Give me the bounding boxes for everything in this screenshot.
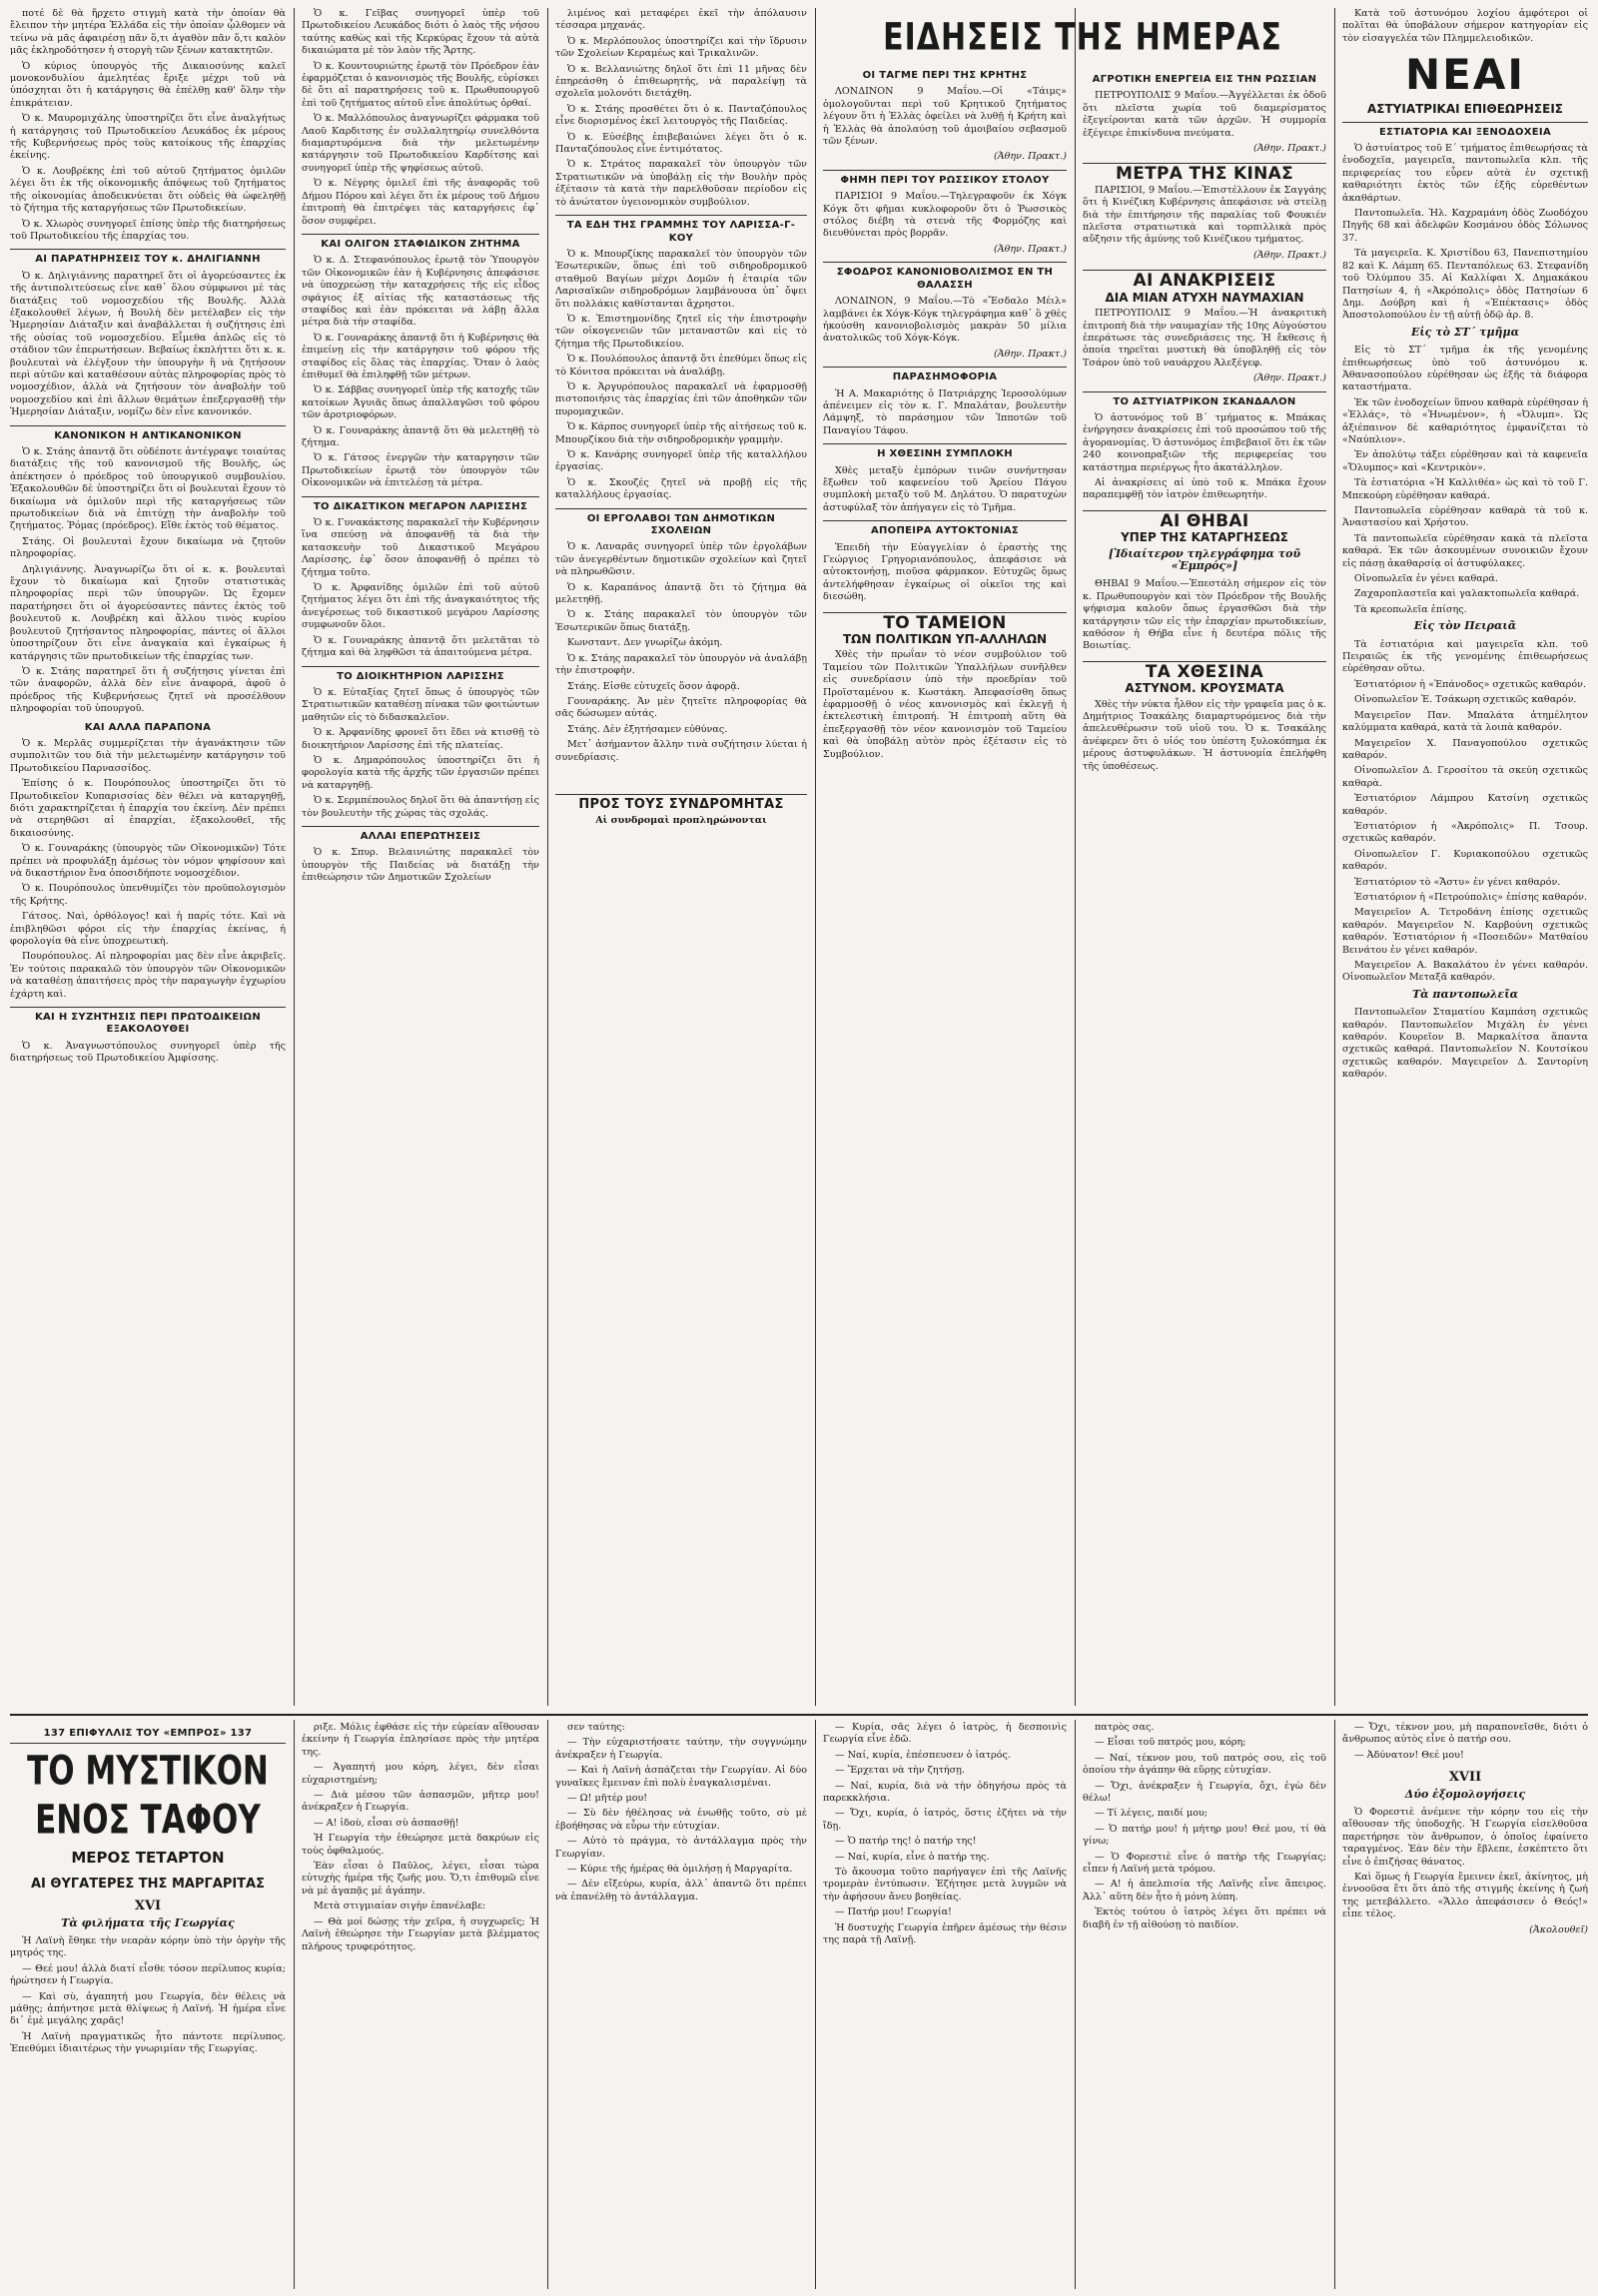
section-heading: ΚΑΙ ΟΛΙΓΟΝ ΣΤΑΦΙΔΙΚΟΝ ΖΗΤΗΜΑ	[302, 234, 539, 251]
article-paragraph: ΠΕΤΡΟΥΠΟΛΙΣ 9 Μαΐου.—Ἀγγέλλεται ἐκ ὁδοῦ ὅτι πλεῖστα χωρία τοῦ διαμερίσματος ἐξεγείρονται κατὰ τῶν ἀρχῶν. Ἡ συμμορία ἐξέγειρε ἐπικίνδυνα πνεύματα.	[1083, 90, 1326, 139]
column-rule	[1334, 8, 1335, 1706]
article-paragraph: Οἰνοπωλεῖον Ἐ. Τσάκωρη σχετικῶς καθαρόν.	[1354, 694, 1577, 706]
article-paragraph: Μαγειρεῖον Α. Τετροδάνη ἐπίσης σχετικῶς καθαρόν. Μαγειρεῖον Ν. Καρβούνη σχετικῶς καθαρόν. Ἑστιατόριον ἡ «Ποσειδῶν» Ματθαίου Βεινάτου ἐν γένει καθαρόν.	[1342, 907, 1588, 956]
serial-paragraph: — Τὴν εὐχαριστήσατε ταύτην, τὴν συγγνώμην ἀνέκραξεν ἡ Γεωργία.	[555, 1737, 807, 1761]
serial-paragraph: — Εἶσαι τοῦ πατρός μου, κόρη;	[1095, 1737, 1246, 1749]
column-5	[1083, 68, 1326, 1706]
column-1	[10, 8, 286, 1706]
section-heading: ΤΟ ΔΙΟΙΚΗΤΗΡΙΟΝ ΛΑΡΙΣΣΗΣ	[302, 666, 539, 683]
article-paragraph: Ὁ κ. Ἐπιστημονίδης ζητεῖ εἰς τὴν ἐπιστροφὴν τῶν οἰκογενειῶν τῶν μεταναστῶν καὶ εἰς τὸ ζήτημα τῆς Πρωτοδικείου.	[555, 313, 807, 350]
section-note: [Ἰδιαίτερον τηλεγράφημα τοῦ «Ἐμπρός»]	[1108, 546, 1301, 572]
article-paragraph: Ἐκ τῶν ἑνοδοχείων ὕπνου καθαρὰ εὑρέθησαν ἡ «Ἑλλάς», τὸ «Ἡνωμένον», ἡ «Ὀλυμπ». Ὡς ἀξιέπαινον δὲ καθαριότητος ἐμφανίζεται τὸ «Ναύπλιον».	[1342, 396, 1588, 445]
column-rule	[815, 1720, 816, 2289]
serial-paragraph: Ἡ Λαϊνὴ πραγματικῶς ἦτο πάντοτε περίλυπος. Ἐπεθύμει ἰδιαιτέρως τὴν γνωριμίαν τῆς Γεωργίας.	[10, 2030, 286, 2055]
article-paragraph: Ὁ κ. Σάββας συνηγορεῖ ὑπὲρ τῆς κατοχῆς τῶν κατοίκων Ἀγυιᾶς ὅπως ἀπαλλαγῶσι τοῦ φόρου τῶν ἀροτριοφόρων.	[302, 384, 539, 421]
section-divider	[10, 1714, 1588, 1716]
article-paragraph: ΛΟΝΔΙΝΟΝ 9 Μαΐου.—Οἱ «Τάιμς» ὁμολογοῦνται περὶ τοῦ Κρητικοῦ ζητήματος λέγουν ὅτι ἡ Ἑλλὰς ὀφείλει νὰ λυθῇ ἡ Κρήτη καὶ ἡ Ἑλλὰς θὰ ἀπολαύσῃ τοῦ ἀμοιβαίου σεβασμοῦ τῶν ξένων.	[823, 86, 1067, 148]
section-subheading: ΔΙΑ ΜΙΑΝ ΑΤΥΧΗ ΝΑΥΜΑΧΙΑΝ	[1105, 290, 1304, 305]
novel-part: ΜΕΡΟΣ ΤΕΤΑΡΤΟΝ	[71, 1849, 225, 1868]
serial-paragraph: — Ναί, κυρία, ἐπέσπευσεν ὁ ἰατρός.	[835, 1749, 1011, 1761]
masthead-new: ΝΕΑΙ	[1405, 50, 1525, 100]
section-subheading: ΥΠΕΡ ΤΗΣ ΚΑΤΑΡΓΗΣΕΩΣ	[1121, 530, 1288, 545]
section-heading: ΑΓΡΟΤΙΚΗ ΕΝΕΡΓΕΙΑ ΕΙΣ ΤΗΝ ΡΩΣΣΙΑΝ	[1092, 74, 1317, 85]
article-paragraph: Ἑστιατόριον ἡ «Ἐπάνοδος» σχετικῶς καθαρόν.	[1354, 678, 1587, 690]
serial-paragraph: — Θὰ μοί δώσῃς τὴν χεῖρα, ἡ συγχωρεῖς; Ἡ Λαϊνὴ ἐθεώρησε τὴν Γεωργίαν μετὰ βλέμματος πλήρους τρυφερότητος.	[302, 1915, 539, 1952]
section-heading: ΣΦΟΔΡΟΣ ΚΑΝΟΝΙΟΒΟΛΙΣΜΟΣ ΕΝ ΤΗ ΘΑΛΑΣΣΗ	[823, 262, 1067, 292]
article-paragraph: Ὁ κ. Σερμπέπουλος δηλοῖ ὅτι θὰ ἀπαντήσῃ εἰς τὸν βουλευτὴν τῆς χώρας τὰς σχολάς.	[302, 795, 539, 819]
article-paragraph: Ὁ κ. Χλωρὸς συνηγορεῖ ἐπίσης ὑπὲρ τῆς διατηρήσεως τοῦ Πρωτοδικείου τῆς ἐπαρχίας του.	[10, 218, 286, 242]
article-paragraph: Αἱ συνδρομαὶ προπληρώνονται	[595, 815, 767, 827]
section-heading: ΟΙ ΤΑΓΜΕ ΠΕΡΙ ΤΗΣ ΚΡΗΤΗΣ	[862, 70, 1028, 81]
serial-paragraph: Ἡ δυστυχὴς Γεωργία ἐπῆρεν ἀμέσως τὴν θέσιν της παρὰ τῇ Λαϊνῇ.	[823, 1921, 1067, 1946]
source-credit: (Ἀθην. Πρακτ.)	[1252, 143, 1326, 155]
article-paragraph: Ὁ κ. Καραπάνος ἀπαντᾷ ὅτι τὸ ζήτημα θὰ μελετηθῇ.	[555, 581, 807, 606]
section-heading: ΑΙ ΠΑΡΑΤΗΡΗΣΕΙΣ ΤΟΥ κ. ΔΗΛΙΓΙΑΝΝΗ	[10, 249, 286, 266]
article-paragraph: Ὁ κ. Ἀναγνωστόπουλος συνηγορεῖ ὑπὲρ τῆς διατηρήσεως τοῦ Πρωτοδικείου Ἀμφίσσης.	[10, 1040, 286, 1065]
article-paragraph: Πουρόπουλος. Αἱ πληροφορίαι μας δὲν εἶνε ἀκριβεῖς. Ἐν τούτοις παρακαλῶ τὸν ὑπουργὸν τῶν Οἰκονομικῶν νὰ καταθέσῃ ἀπαιτήσεις πρὸς τὴν παραγωγὴν ἐγχωρίου ἐχάρτη καὶ.	[10, 951, 286, 1000]
article-paragraph: Ὁ κ. Δ. Στεφανόπουλος ἐρωτᾷ τὸν Ὑπουργὸν τῶν Οἰκονομικῶν ἐὰν ἡ Κυβέρνησις ἀπεφάσισε νὰ ὑποχρεώσῃ τὴν καταχρήσεις τῆς εἰς εἶδος σφάγιος ἐξ αἰτίας τῆς καταστάσεως τῆς σταφίδος καὶ ἐὰν πρόκειται νὰ λάβῃ ἄλλα μέτρα διὰ τὴν σταφίδα.	[302, 255, 539, 329]
serial-paragraph: — Ναί, κυρία, διὰ νὰ τὴν ὁδηγήσω πρὸς τὰ παρεκκλήσια.	[823, 1780, 1067, 1805]
serial-paragraph: — Ὁ πατήρ της! ὁ πατήρ της!	[835, 1836, 977, 1848]
article-paragraph: Ὁ κ. Κανάρης συνηγορεῖ ὑπὲρ τῆς καταλλήλου ἐργασίας.	[555, 449, 807, 473]
article-paragraph: Ὁ κ. Στάης παρακαλεῖ τὸν ὑπουργὸν νὰ ἀναλάβῃ τὴν ἐπιστροφὴν.	[555, 652, 807, 677]
article-paragraph: Ὁ κ. Βελλανιώτης δηλοῖ ὅτι ἐπὶ 11 μῆνας δὲν ἐπηρεάσθη ὁ ἐπιθεωρητής, νὰ παραλείψῃ τὰ σχολεῖα μολονότι διετάχθη.	[555, 63, 807, 100]
article-paragraph: Ὁ κύριος ὑπουργὸς τῆς Δικαιοσύνης καλεῖ μονοκονδυλίου ἀμελητέας ἔριξε μέχρι τοῦ νὰ ὑπόσχηται ὅτι ἡ κατάργησις θὰ ἐπέλθῃ καθ' ὅλην τὴν ἐπικράτειαν.	[10, 60, 286, 109]
article-paragraph: ποτέ δὲ θὰ ἤρχετο στιγμὴ κατὰ τὴν ὁποίαν θὰ ἔλειπον τὴν μητέρα Ἑλλάδα εἰς τὴν ὁποίαν ᾧλθομεν νὰ τείνω νὰ μᾶς ἀφαιρέσῃ πᾶν ὅ,τι ἀγαθὸν πᾶν ὅ,τι καλὸν μᾶς ἐκληροδότησεν ἡ στοργὴ τῶν ξένων κατακτητῶν.	[10, 8, 286, 57]
section-heading: ΑΠΟΠΕΙΡΑ ΑΥΤΟΚΤΟΝΙΑΣ	[823, 520, 1067, 537]
article-paragraph: Ὁ κ. Μαλλόπουλος ἀναγνωρίζει φάρμακα τοῦ Λαοῦ Καρδιτσης ἐν συλλαλητηρίῳ συνελθόντα διαμαρτυρόμενα διὰ τὴν μελετωμένην κατάργησιν τοῦ Πρωτοδικείου Καρδίτσης καὶ συνηγορεῖ ὑπὲρ τῆς ψηφίσεως αὐτοῦ.	[302, 113, 539, 174]
article-paragraph: Ἑστιατόριον Λάμπρου Κατσίνη σχετικῶς καθαρόν.	[1342, 793, 1588, 817]
article-paragraph: Ὁ κ. Εὐσέβης ἐπιβεβαιώνει λέγει ὅτι ὁ κ. Πανταζόπουλος εἶνε ἐντιμότατος.	[555, 131, 807, 156]
article-paragraph: Ὁ κ. Ἀρφανίδης ὁμιλῶν ἐπὶ τοῦ αὐτοῦ ζητήματος λέγει ὅτι ἐπὶ τῆς ἀναγκαιότητος τῆς ἀνεγέρσεως τοῦ δικαστικοῦ μεγάρου Λαρίσσης συμφωνοῦν ὅλοι.	[302, 582, 539, 631]
article-paragraph: Στάης. Δὲν ἐξητήσαμεν εὐθύνας.	[567, 723, 728, 735]
article-paragraph: Ὁ κ. Γουναράκης ἀπαντᾷ ὅτι μελετᾶται τὸ ζήτημα καὶ θὰ ληφθῶσι τὰ ἀπαιτούμενα μέτρα.	[302, 634, 539, 659]
serial-paragraph: Τὸ ἄκουσμα τοῦτο παρήγαγεν ἐπὶ τῆς Λαϊνῆς τρομερὰν ἐντύπωσιν. Ἐζήτησε μετὰ λυγμῶν νὰ τὴν ἀφήσουν ἄνευ βοηθείας.	[823, 1867, 1067, 1903]
serial-paragraph: — Α! ἰδοὺ, εἶσαι σὺ ἀσπασθῇ!	[314, 1817, 459, 1829]
article-paragraph: ΘΗΒΑΙ 9 Μαΐου.—Ἐπεστάλη σήμερον εἰς τὸν κ. Πρωθυπουργὸν καὶ τὸν Πρόεδρον τῆς Βουλῆς ψήφισμα καλοῦν ὅπως ἐργασθῶσι διὰ τὴν κατάργησιν τῶν εἰς τὴν ἐπαρχίαν πρωτοδικείων, καθόσον ἡ Θήβα εἶνε ἡ δευτέρα πόλις τῆς Βοιωτίας.	[1083, 578, 1326, 652]
column-rule	[1334, 1720, 1335, 2289]
section-subheading: ΑΣΤΥΝΟΜ. ΚΡΟΥΣΜΑΤΑ	[1125, 681, 1284, 696]
column-rule	[1075, 8, 1076, 1706]
article-paragraph: Τὰ μαγειρεῖα. Κ. Χριστίδου 63, Πανεπιστημίου 82 καὶ Κ. Λάμπη 65. Πενταπόλεως 63. Στεφανίδη τοῦ Ὀλύμπου 35. Αἱ Καλλίφαι Χ. Δημακάκου Πατησίων 4, ἡ «Ἀκρόπολις» ὁδὸς Πατησίων 6 Δημ. Δούβρη καὶ ἡ «Ἐπέκτασις» ὁδὸς Ἀποστολοπούλου ἐν τῇ αὐτῇ ὁδῷ ἀρ. 8.	[1342, 248, 1588, 322]
serial-column-3	[555, 1722, 807, 2289]
article-paragraph: Ὁ κ. Στάης παρατηρεῖ ὅτι ἡ συζήτησις γίνεται ἐπὶ τῶν ἀναφορῶν, ἀλλὰ δὲν εἶνε ἀναφορά, ἀφοῦ ὁ πρόεδρος τῆς Κυβερνήσεως ζητεῖ νὰ προσέλθουν πληροφορίαι τοῦ ὑπουργοῦ.	[10, 665, 286, 715]
section-heading: ΜΕΤΡΑ ΤΗΣ ΚΙΝΑΣ	[1083, 163, 1326, 180]
chapter-number: XVII	[1448, 1770, 1482, 1786]
newspaper-page	[10, 0, 1588, 2296]
section-heading: ΑΛΛΑΙ ΕΠΕΡΩΤΗΣΕΙΣ	[302, 826, 539, 843]
section-heading: ΤΟ ΑΣΤΥΙΑΤΡΙΚΟΝ ΣΚΑΝΔΑΛΟΝ	[1083, 391, 1326, 408]
article-paragraph: Ὁ κ. Γάτσος ἐνεργῶν τὴν καταργησιν τῶν Πρωτοδικείων ἐρωτᾷ τὸν ὑπουργὸν τῶν Οἰκονομικῶν νὰ ἐπιτελέσῃ τὰ μέτρα.	[302, 452, 539, 489]
article-paragraph: ΠΑΡΙΣΙΟΙ, 9 Μαΐου.—Ἐπιστέλλουν ἐκ Σαγγάης ὅτι ἡ Κινέζικη Κυβέρνησις ἀπεφάσισε νὰ στείλῃ διὰ τὴν ἐπιτήρησιν τῆς παραλίας τοῦ Φουκιέν πλεῖστα στρατιωτικὰ καὶ τορπιλλικὰ πρὸς αὔξησιν τῆς ἀμύνης τοῦ Κινέζικου τμήματος.	[1083, 184, 1326, 246]
article-paragraph: Χθὲς τὴν νύκτα ἦλθον εἰς τὴν γραφεῖα μας ὁ κ. Δημήτριος Τσακάλης διαμαρτυρόμενος διὰ τὴν ἀπελευθέρωσιν τοῦ υἱοῦ του. Ὁ κ. Τσακάλης ἀνέφερεν ὅτι ὁ υἱός του ὑπέστη ξυλοκόπημα ἐκ μέρους ἀστυφυλάκων. Ἡ ἀστυνομία ἐπελήφθη τῆς ὑποθέσεως.	[1083, 698, 1326, 772]
article-paragraph: Ὁ κ. Μαυρομιχάλης ὑποστηρίζει ὅτι εἶνε ἀναλγήτως ἡ κατάργησις τοῦ Πρωτοδικείου Λευκάδος ἐκ μέρους τῆς Κυβερνήσεως πρὸς τοὺς κατοίκους τῆς ἐπαρχίας ἐκείνης.	[10, 113, 286, 162]
novel-title: ΤΟ ΜΥΣΤΙΚΟΝ ΕΝΟΣ ΤΑΦΟΥ	[27, 1748, 269, 1845]
serial-paragraph: Καὶ ὅμως ἡ Γεωργία ἔμεινεν ἐκεῖ, ἀκίνητος, μὴ ἐννοοῦσα ἔτι ὅτι ἀπὸ τῆς στιγμῆς ἐκείνης ἡ ζωή της μετεβάλλετο. «Ἄλλο ἀπεφάσισεν ὁ Θεός!» εἶπε τέλος.	[1342, 1872, 1588, 1920]
serial-paragraph: Ἐὰν εἶσαι ὁ Παῦλος, λέγει, εἶσαι τώρα εὐτυχὴς ἡμέρα τῆς ζωῆς μου. Ὅ,τι ἐπιθυμῶ εἶνε νὰ μὲ ἀγαπᾷς μὲ ἀγάπην.	[302, 1861, 539, 1897]
serial-number-strip: 137 ΕΠΙΦΥΛΛΙΣ ΤΟΥ «ΕΜΠΡΟΣ» 137	[10, 1728, 286, 1744]
serial-paragraph: — Ἀγαπητή μου κόρη, λέγει, δὲν εἶσαι εὐχαριστημένη;	[302, 1762, 539, 1786]
article-paragraph: Ὁ κ. Δημαρόπουλος ὑποστηρίζει ὅτι ἡ φορολογία κατὰ τῆς ἀρχῆς τῶν ἐργασιῶν πρέπει νὰ καταργηθῇ.	[302, 754, 539, 791]
article-paragraph: Στάης. Οἱ βουλευταὶ ἔχουν δικαίωμα νὰ ζητοῦν πληροφορίας.	[10, 535, 286, 560]
source-credit: (Ἀθην. Πρακτ.)	[993, 151, 1067, 163]
serial-paragraph: — Αὐτὸ τὸ πράγμα, τὸ ἀντάλλαγμα πρὸς τὴν Γεωργίαν.	[555, 1836, 807, 1860]
article-paragraph: Οἰνοπωλεῖα ἐν γένει καθαρά.	[1354, 573, 1498, 585]
article-paragraph: Ζαχαροπλαστεῖα καὶ γαλακτοπωλεῖα καθαρά.	[1354, 588, 1580, 600]
serial-paragraph: — Κύριε τῆς ἡμέρας θὰ ὁμιλήσῃ ἡ Μαργαρίτα.	[567, 1864, 793, 1876]
article-paragraph: Τὰ ἑστιατόρια καὶ μαγειρεῖα κλπ. τοῦ Πειραιῶς ἐκ τῆς γενομένης ἐπιθεωρήσεως εὑρέθησαν οὕτω.	[1342, 638, 1588, 675]
serial-paragraph: — Τί λέγεις, παιδί μου;	[1095, 1808, 1208, 1820]
section-heading: ΤΟ ΔΙΚΑΣΤΙΚΟΝ ΜΕΓΑΡΟΝ ΛΑΡΙΣΣΗΣ	[302, 496, 539, 513]
article-paragraph: Ὁ κ. Στάης παρακαλεῖ τὸν ὑπουργὸν τῶν Ἐσωτερικῶν ὅπως διατάξῃ.	[555, 609, 807, 633]
article-paragraph: Δηλιγιάννης. Ἀναγνωρίζω ὅτι οἱ κ. κ. βουλευταὶ ἔχουν τὸ δικαίωμα καὶ ζητοῦν στατιστικὰς πληροφορίας περὶ τῶν ὑπουργῶν. Ὡς ἔχομεν παρατήρησει ὅτι οἱ ἀγορεύσαντες πάντες ἐκτὸς τοῦ βουλευτοῦ κ. Λουβρέκη καὶ ἄλλου τινὸς κυρίου βουλευτοῦ ζητήσαντος πληροφορίας, πάντες οἱ ἄλλοι ὑποστηρίζουν ὅτι εἶνε ἀναγκαία καὶ ἐγκαίρως ἡ κατάργησις τῶν πρωτοδικείων τῆς ἐπαρχίας των.	[10, 563, 286, 662]
source-credit: (Ἀθην. Πρακτ.)	[993, 243, 1067, 255]
article-paragraph: Ἑστιατόριον τὸ «Ἄστυ» ἐν γένει καθαρόν.	[1354, 876, 1561, 888]
article-paragraph: Ὁ κ. Στάης ἀπαντᾷ ὅτι οὐδέποτε ἀντέγραψε τοιαύτας διατάξεις τῆς τοῦ κανονισμοῦ τῆς Βουλῆς, ὡς ἀπέκτησεν ὁ πρόεδρος τοῦ ὑπουργικοῦ συμβουλίου. Ἐξακολουθῶν δὲ ὑποστηρίζει ὅτι οἱ βουλευταὶ ἔχουν τὸ δικαίωμα νὰ ὁμιλοῦν περὶ τῆς καταργήσεως τῶν πρωτοδικείων διὰ νὰ ἐπιτύχῃ τὴν ἀναβολὴν τοῦ ζητήματος. Ῥόμας (πρόεδρος). Εἴθε ἐκτὸς τοῦ θέματος.	[10, 446, 286, 532]
article-paragraph: Ὁ κ. Εὐταξίας ζητεῖ ὅπως ὁ ὑπουργὸς τῶν Στρατιωτικῶν καταθέσῃ πίνακα τῶν φοιτώντων μαθητῶν εἰς τὸ διδασκαλεῖον.	[302, 686, 539, 723]
section-heading: ΤΟ ΤΑΜΕΙΟΝ	[823, 612, 1067, 629]
section-heading: ΕΣΤΙΑΤΟΡΙΑ ΚΑΙ ΞΕΝΟΔΟΧΕΙΑ	[1342, 122, 1588, 139]
article-paragraph: Ὁ κ. Νέγρης ὁμιλεῖ ἐπὶ τῆς ἀναφορᾶς τοῦ Δήμου Πόρου καὶ λέγει ὅτι ἐκ μέρους τοῦ Δήμου ἐπιτροπὴ θὰ ἐπιτρέψει τὰς καταργήσεις ἐφ᾽ ὅσον συμφέρει.	[302, 178, 539, 227]
source-credit: (Ἀθην. Πρακτ.)	[1252, 249, 1326, 261]
article-paragraph: Ὁ κ. Ἀρφανίδης φρονεῖ ὅτι ἔδει νὰ κτισθῇ τὸ διοικητήριον Λαρίσσης ἐπὶ τῆς πλατείας.	[302, 727, 539, 751]
continued-note: (Ἀκολουθεῖ)	[1529, 1923, 1588, 1935]
article-paragraph: Ὁ κ. Στάης προσθέτει ὅτι ὁ κ. Πανταζόπουλος εἶνε διορισμένος ἐκεῖ λειτουργὸς τῆς Παιδείας.	[555, 103, 807, 128]
serial-paragraph: — Καὶ σὺ, ἀγαπητή μου Γεωργία, δὲν θέλεις νὰ μάθῃς; ἀπήντησε μετὰ θλίψεως ἡ Λαϊνή. Ἡ ἡμέρα εἶνε δι᾽ ἐμὲ μεγάλης χαρᾶς!	[10, 1990, 286, 2027]
section-heading: ΚΑΙ Η ΣΥΖΗΤΗΣΙΣ ΠΕΡΙ ΠΡΩΤΟΔΙΚΕΙΩΝ ΕΞΑΚΟΛΟΥΘΕΙ	[10, 1007, 286, 1037]
article-paragraph: Ἐπίσης ὁ κ. Πουρόπουλος ὑποστηρίζει ὅτι τὸ Πρωτοδικεῖον Κυπαρισσίας δὲν θέλει νὰ καταργηθῇ, διότι χαρακτηρίζεται ἡ ἐπαρχία του ἐκείνη. Δὲν πρέπει νὰ στερηθῶσι αἱ ἐπαρχίαι, ἐξακολουθεῖ, τῆς δικαιοσύνης.	[10, 778, 286, 839]
article-paragraph: Ὁ κ. Γουναράκης ἀπαντᾷ ὅτι ἡ Κυβέρνησις θὰ ἐπιμείνῃ εἰς τὴν κατάργησιν τοῦ φόρου τῆς σταφίδος εἰς ὅλας τὰς ἐπαρχίας. Ὅταν ὁ λαὸς ἐπιθυμεῖ θὰ ἐπιληφθῇ τῶν μέτρων.	[302, 332, 539, 381]
article-paragraph: Εἰς τὸ ΣΤ΄ τμῆμα ἐκ τῆς γενομένης ἐπιθεωρήσεως ὑπὸ τοῦ ἀστυνόμου κ. Ἀθανασοπούλου εὑρέθησαν ὡς ἑξῆς τὰ διάφορα καταστήματα.	[1342, 345, 1588, 393]
column-rule	[294, 1720, 295, 2289]
serial-paragraph: — Θεέ μου! ἀλλὰ διατί εἶσθε τόσον περίλυπος κυρία; ἠρώτησεν ἡ Γεωργία.	[10, 1962, 286, 1987]
article-paragraph: Τὰ κρεοπωλεῖα ἐπίσης.	[1354, 603, 1467, 615]
serial-paragraph: — Ναί, κυρία, εἶνε ὁ πατήρ της.	[835, 1851, 990, 1863]
article-paragraph: Ὁ κ. Σκουζές ζητεῖ νὰ προβῇ εἰς τῆς καταλλήλους ἐργασίας.	[555, 476, 807, 501]
article-paragraph: Παντοπωλεῖα. Ἠλ. Καχραμάνη ὁδὸς Ζωοδόχου Πηγῆς 68 καὶ ἀδελφῶν Κοσμάνου ὁδὸς Σόλωνος 37.	[1342, 208, 1588, 244]
article-paragraph: ΠΕΤΡΟΥΠΟΛΙΣ 9 Μαΐου.—Ἡ ἀνακριτικὴ ἐπιτροπὴ διὰ τὴν ναυμαχίαν τῆς 10ης Αὐγούστου ἐπεράτωσε τὰς συνεδριάσεις της. Ἡ ἔκθεσις ἡ ὁποία τηρεῖται μυστικὴ θὰ ὑποβληθῇ εἰς τὸν Τσάρον ὑπὸ τοῦ ναυάρχου Ἀλεξέγεφ.	[1083, 308, 1326, 369]
section-heading: ΦΗΜΗ ΠΕΡΙ ΤΟΥ ΡΩΣΣΙΚΟΥ ΣΤΟΛΟΥ	[823, 170, 1067, 187]
serial-paragraph: Μετὰ στιγμιαίαν σιγὴν ἐπανέλαβε:	[314, 1901, 486, 1913]
article-paragraph: Ἑστιατόριον ἡ «Πετρούπολις» ἐπίσης καθαρόν.	[1354, 891, 1588, 903]
article-paragraph: Ὁ κ. Κουντουριώτης ἐρωτᾷ τὸν Πρόεδρον ἐὰν ἐφαρμόζεται ὁ κανονισμὸς τῆς Βουλῆς, εὑρίσκει δὲ ὅτι αἱ παρατηρήσεις τοῦ κ. Πρωθυπουργοῦ ἐπὶ τοῦ ζητήματος αὐτοῦ εἶνε ἀπολύτως ὀρθαί.	[302, 60, 539, 109]
serial-paragraph: — Δὲν εἴξεύρω, κυρία, ἀλλ᾽ ἀπαντῶ ὅτι πρέπει νὰ ἐπανέλθῃ τὸ ἀντάλλαγμα.	[555, 1879, 807, 1903]
serial-column-2	[302, 1722, 539, 2289]
serial-paragraph: Ἐκτὸς τούτου ὁ ἰατρὸς λέγει ὅτι πρέπει νὰ διαβῆ ἐν τῇ αἰθούσῃ τὸ παιδίον.	[1083, 1907, 1326, 1930]
column-rule	[547, 8, 548, 1706]
section-heading: Εἰς τὸν Πειραιᾶ	[1413, 619, 1517, 633]
section-heading: ΑΙ ΘΗΒΑΙ	[1083, 510, 1326, 527]
serial-paragraph: — Ὁ πατήρ μου! ἡ μήτηρ μου! Θεέ μου, τί θὰ γίνω;	[1083, 1823, 1326, 1848]
source-credit: (Ἀθην. Πρακτ.)	[993, 348, 1067, 360]
section-subheading: ΑΣΤΥΙΑΤΡΙΚΑΙ ΕΠΙΘΕΩΡΗΣΕΙΣ	[1367, 102, 1563, 117]
serial-paragraph: σεν ταύτης:	[567, 1722, 625, 1733]
serial-paragraph: — Κυρία, σᾶς λέγει ὁ ἰατρὸς, ἡ δεσποινὶς Γεωργία εἶνε ἐδῶ.	[823, 1722, 1067, 1746]
serial-paragraph: Ἡ Γεωργία τὴν ἐθεώρησε μετὰ δακρύων εἰς τοὺς ὀφθαλμούς.	[302, 1833, 539, 1857]
article-paragraph: Τὰ ἑστιατόρια «Ἡ Καλλιθέα» ὡς καὶ τὸ τοῦ Γ. Μπεκούρη εὑρέθησαν καθαρά.	[1342, 477, 1588, 501]
section-heading: ΤΑ ΧΘΕΣΙΝΑ	[1083, 661, 1326, 678]
article-paragraph: Ὁ κ. Πουρόπουλος ὑπενθυμίζει τὸν προϋπολογισμὸν τῆς Κρήτης.	[10, 883, 286, 907]
column-rule	[294, 8, 295, 1706]
article-paragraph: ΠΑΡΙΣΙΟΙ 9 Μαΐου.—Τηλεγραφοῦν ἐκ Χόγκ Κόγκ ὅτι φῆμαι κυκλοφοροῦν ὅτι ὁ Ῥωσσικὸς στόλος διέβη τὰ στενὰ τῆς Φορμόζης καὶ διευθύνεται πρὸς βορρᾶν.	[823, 191, 1067, 240]
section-heading: ΠΑΡΑΣΗΜΟΦΟΡΙΑ	[823, 367, 1067, 383]
chapter-title: Δύο ἐξομολογήσεις	[1404, 1787, 1526, 1801]
serial-paragraph: — Ὄχι, ἀνέκραξεν ἡ Γεωργία, ὄχι, ἐγὼ δὲν θέλω!	[1083, 1780, 1326, 1805]
article-paragraph: Κατὰ τοῦ ἀστυνόμου λοχίου ἀμφότεροι οἱ πολῖται θὰ ὑποβάλουν σήμερον κατηγορίαν εἰς τὸν εἰσαγγελέα τῶν Πλημμελειοδικῶν.	[1342, 8, 1588, 44]
article-paragraph: λιμένος καὶ μεταφέρει ἐκεῖ τὴν ἀπόλαυσιν τέσσαρα μηχανάς.	[555, 8, 807, 32]
serial-paragraph: ριξε. Μόλις ἐφθάσε εἰς τὴν εὐρείαν αἴθουσαν ἐκείνην ἡ Γεωργία ἐπλησίασε πρὸς τὴν μητέρα της.	[302, 1722, 539, 1758]
novel-subtitle: ΑΙ ΘΥΓΑΤΕΡΕΣ ΤΗΣ ΜΑΡΓΑΡΙΤΑΣ	[31, 1876, 265, 1892]
section-subheading: ΤΩΝ ΠΟΛΙΤΙΚΩΝ ΥΠ-ΑΛΛΗΛΩΝ	[842, 632, 1048, 647]
article-paragraph: Ὁ κ. Γουναράκης ἀπαντᾷ ὅτι θὰ μελετηθῇ τὸ ζήτημα.	[302, 424, 539, 448]
article-paragraph: Ὁ κ. Γεῖβας συνηγορεῖ ὑπὲρ τοῦ Πρωτοδικείου Λευκάδος διότι ὁ λαὸς τῆς νήσου ταύτης καθὼς καὶ τῆς Κερκύρας ἔχουν τὰ αὐτὰ δικαιώματα μὲ τὸν λαὸν τῆς Ἄρτης.	[302, 8, 539, 57]
article-paragraph: Αἱ ἀνακρίσεις αἱ ὑπὸ τοῦ κ. Μπάκα ἔχουν παραπεμφθῇ τὸν ἰατρὸν ἐπιθεωρητὴν.	[1083, 476, 1326, 501]
section-heading: ΟΙ ΕΡΓΟΛΑΒΟΙ ΤΩΝ ΔΗΜΟΤΙΚΩΝ ΣΧΟΛΕΙΩΝ	[555, 508, 807, 538]
article-paragraph: Ὁ ἀστυίατρος τοῦ Ε΄ τμήματος ἐπιθεωρήσας τὰ ἑνοδοχεῖα, μαγειρεῖα, παντοπωλεῖα κλπ. τῆς περιφερείας του εὗρεν αὐτὰ ἐν σχετικῇ καθαριότητι ἐκτὸς τῶν ἑξῆς εὑρεθέντων ἀκαθάρτων.	[1342, 143, 1588, 204]
article-paragraph: Μετ᾽ ἀσήμαντον ἄλλην τινὰ συζήτησιν λύεται ἡ συνεδρίασις.	[555, 739, 807, 763]
column-3	[555, 8, 807, 1706]
article-paragraph: Οἰνοπωλεῖον Γ. Κυριακοπούλου σχετικῶς καθαρόν.	[1342, 848, 1588, 873]
article-paragraph: Ὁ κ. Γουναράκης (ὑπουργὸς τῶν Οἰκονομικῶν) Τότε πρέπει νὰ προφυλάξῃ ἀμέσως τὸν νόμον ψηφίσουν καὶ νὰ δικαστήριον ἔνα ὁποσιδήποτε νομοσχέδιον.	[10, 843, 286, 879]
article-paragraph: Ἡ Α. Μακαριότης ὁ Πατριάρχης Ἱεροσολύμων ἀπένειμεν εἰς τὸν κ. Γ. Μπαλάταν, βουλευτὴν Λάμψηξ, τὸ παράσημον τῶν Ἱπποτῶν τοῦ Παναγίου Τάφου.	[823, 387, 1067, 436]
source-credit: (Ἀθην. Πρακτ.)	[1252, 373, 1326, 384]
section-heading: Τὰ παντοπωλεῖα	[1411, 987, 1519, 1001]
serial-column-1	[10, 1722, 286, 2289]
article-paragraph: Οἰνοπωλεῖον Δ. Γεροσίτου τὰ σκεύη σχετικῶς καθαρὰ.	[1342, 765, 1588, 789]
article-paragraph: Χθὲς τὴν πρωΐαν τὸ νέον συμβούλιον τοῦ Ταμείου τῶν Πολιτικῶν Ὑπαλλήλων συνῆλθεν εἰς συνεδρίασιν ὑπὸ τὴν προεδρίαν τοῦ Προϊσταμένου κ. Κωστάκη. Ἀπεφασίσθη ὅπως ἐφαρμοσθῇ ὁ νέος κανονισμὸς καὶ ἐκλεγῇ ἡ ἐκτελεστικὴ ἐπιτροπή. Ἡ ἐπιτροπὴ αὕτη θὰ ἐπεξεργασθῇ τὸν νέον κανονισμὸν τοῦ Ταμείου καὶ θὰ ὑποβάλῃ αὐτὸν πρὸς ἐξέτασιν εἰς τὸ Συμβούλιον.	[823, 649, 1067, 760]
section-heading: Εἰς τὸ ΣΤ΄ τμῆμα	[1410, 325, 1520, 339]
article-paragraph: Ὁ ἀστυνόμος τοῦ Β΄ τμήματος κ. Μπάκας ἐνήργησεν ἀνακρίσεις ἐπὶ τοῦ προσώπου τοῦ τῆς ἀγορανομίας. Ὁ ἀστυνόμος ἐπιβεβαιοῖ ὅτι ἐκ τῶν 240 κοινοπραξιῶν τῆς περιφερείας του κατάστημα περιέργως ἦτο ἀκατάλληλον.	[1083, 411, 1326, 473]
serial-paragraph: — Ἀδύνατον! Θεέ μου!	[1354, 1749, 1464, 1761]
article-paragraph: Στάης. Εἰσθε εὐτυχεῖς ὅσον ἀφορᾷ.	[567, 680, 740, 692]
article-paragraph: Ὁ κ. Μερλᾶς συμμερίζεται τὴν ἀγανάκτησιν τῶν συμπολιτῶν του διὰ τὴν μελετωμένην κατάργησιν τοῦ Πρωτοδικείου Παρνασσίδος.	[10, 737, 286, 774]
serial-column-5	[1083, 1722, 1326, 2289]
article-paragraph: Τὰ παντοπωλεῖα εὑρέθησαν κακὰ τὰ πλεῖστα καθαρά. Ἐκ τῶν ἀσκουμένων συνοικιῶν ἔχουν εἰς πάσῃ ἀκαθαρσίᾳ οἱ ἀστυφύλακες.	[1342, 532, 1588, 569]
serial-paragraph: Ἡ Λαϊνὴ ἔθηκε τὴν νεαρὰν κόρην ὑπὸ τὴν ὀργὴν τῆς μητρός της.	[10, 1935, 286, 1959]
serial-paragraph: — Ὄχι, τέκνον μου, μὴ παραπονεῖσθε, διότι ὁ ἄνθρωπος αὐτὸς εἶνε ὁ πατήρ σου.	[1342, 1722, 1588, 1746]
section-heading: ΚΑΝΟΝΙΚΟΝ Η ΑΝΤΙΚΑΝΟΝΙΚΟΝ	[10, 425, 286, 442]
article-paragraph: Γάτσος. Ναὶ, ὀρθόλογος! καὶ ἡ παρίς τότε. Καὶ νὰ ἐπιβληθῶσι φόροι εἰς τὴν ἐπαρχίας ἐκείνας, ἡ φορολογία θὰ εἶνε ὑποχρεωτικὴ.	[10, 911, 286, 948]
column-2	[302, 8, 539, 1706]
article-paragraph: Ὁ κ. Ἀργυρόπουλος παρακαλεῖ νὰ ἐφαρμοσθῇ πιστοποιήσις τὰς ἐπαρχίας ἐπὶ τῶν ἀποθηκῶν τῶν πυρομαχικῶν.	[555, 381, 807, 417]
article-paragraph: Ἐν ἀπολύτῳ τάξει εὑρέθησαν καὶ τὰ καφενεῖα «Ὄλυμπος» καὶ «Κεντρικὸν».	[1342, 449, 1588, 473]
article-paragraph: Ὁ κ. Στράτος παρακαλεῖ τὸν ὑπουργὸν τῶν Στρατιωτικῶν νὰ ὑποβάλῃ εἰς τὴν Βουλὴν πρὸς ἐξέτασιν τὰ κατὰ τὴν παρελθοῦσαν περίοδον εἰς τὸ ἀνώτατον ὑγειονομικὸν συμβούλιον.	[555, 159, 807, 208]
article-paragraph: Ὁ κ. Σπυρ. Βελαινιώτης παρακαλεῖ τὸν ὑπουργὸν τῆς Παιδείας νὰ διατάξῃ τὴν ἐπιθεώρησιν τῶν Δημοτικῶν Σχολείων	[302, 847, 539, 884]
article-paragraph: Μαγειρεῖον Α. Βακαλάτου ἐν γένει καθαρόν. Οἰνοπωλεῖον Μεταξᾶ καθαρόν.	[1342, 960, 1588, 984]
serial-paragraph: — Διὰ μέσου τῶν ἀσπασμῶν, μῆτερ μου! ἀνέκραξεν ἡ Γεωργία.	[302, 1790, 539, 1814]
article-paragraph: Γουναράκης. Ἀν μὲν ζητεῖτε πληροφορίας θὰ σᾶς δώσωμεν αὐτάς.	[555, 695, 807, 720]
serial-paragraph: — Ναί, τέκνον μου, τοῦ πατρός σου, εἰς τοῦ ὁποίου τὴν ἀγάπην θὰ εὕρῃς εὐτυχίαν.	[1083, 1752, 1326, 1777]
section-heading: ΚΑΙ ΑΛΛΑ ΠΑΡΑΠΟΝΑ	[84, 721, 212, 733]
article-paragraph: Ὁ κ. Μερλόπουλος ὑποστηρίζει καὶ τὴν ἵδρυσιν τῶν Σχολείων Κεραμέως καὶ Τρικαλινῶν.	[555, 35, 807, 60]
column-rule	[1075, 1720, 1076, 2289]
section-heading: ΠΡΟΣ ΤΟΥΣ ΣΥΝΔΡΟΜΗΤΑΣ	[555, 794, 807, 811]
serial-paragraph: — Καὶ ἡ Λαϊνὴ ἀσπάζεται τὴν Γεωργίαν. Αἱ δύο γυναῖκες ἔμειναν ἐπὶ πολὺ ἐναγκαλισμέναι.	[555, 1765, 807, 1789]
article-paragraph: Μαγειρεῖον Χ. Παναγοπούλου σχετικῶς καθαρόν.	[1342, 737, 1588, 761]
serial-paragraph: — Ω! μῆτέρ μου!	[567, 1793, 648, 1805]
masthead-news-of-the-day: ΕΙΔΗΣΕΙΣ ΤΗΣ ΗΜΕΡΑΣ	[883, 15, 1282, 60]
column-rule	[815, 8, 816, 1706]
chapter-number: XVI	[134, 1899, 162, 1914]
section-heading: Η ΧΘΕΣΙΝΗ ΣΥΜΠΛΟΚΗ	[823, 443, 1067, 460]
article-paragraph: Ὁ κ. Δηλιγιάννης παρατηρεῖ ὅτι οἱ ἀγορεύσαντες ἐκ τῆς ἀντιπολιτεύσεως εἶνε καθ᾽ ὅλου σύμφωνοι μὲ τὰς διατάξεις τοῦ νομοσχεδίου τῆς Βουλῆς. Ἀλλὰ ἐξακολουθεῖ λέγων, ἡ Βουλὴ δὲν μετέλαβεν εἰς τὴν Ἡμερησίαν Διάταξιν καὶ ἀναβάλλεται ἡ συζήτησις ἐπὶ τῆς οὐσίας τοῦ νομοσχεδίου. Εἶμεθα ἀπλῶς εἰς τὸ στάδιον τῶν ἐπερωτήσεων. Βεβαίως ἐκπλήττει ὅτι κ. κ. βουλευταὶ νὰ ἐλέγξουν τὴν ὑπουργὴν ἢ νὰ ζητήσουν περὶ αὐτῶν καὶ καταθέσουν αὐτὰς πληροφορίας πρὸς τὸ νομοσχέδιον, ἀλλὰ νὰ ζητήσουν τὸν ἀναβολὴν τοῦ νομοσχεδίου καὶ ἐπὶ ἄλλων θεμάτων ἐπεξεργασθῇ τὴν Ἡμερησίαν Διάταξιν, νομίζω δὲν εἶνε κανονικόν.	[10, 270, 286, 418]
article-paragraph: Χθὲς μεταξὺ ἐμπόρων τινῶν συνήντησαν ἔξωθεν τοῦ καφενείου τοῦ Ἀρείου Πάγου συμπλοκὴ μεταξὺ τοῦ Μ. Δηλάτου. Ὁ παρατυχὼν ἀστυφύλαξ τὸν ἀπήγαγεν εἰς τὸ Τμῆμα.	[823, 464, 1067, 513]
column-rule	[547, 1720, 548, 2289]
chapter-title: Τὰ φιλήματα τῆς Γεωργίας	[61, 1915, 235, 1929]
serial-paragraph: — Πατήρ μου! Γεωργία!	[835, 1907, 952, 1918]
column-6	[1342, 8, 1588, 1706]
article-paragraph: Κωνσταντ. Δεν γνωρίζω ἀκόμη.	[567, 637, 723, 649]
article-paragraph: Παντοπωλεῖον Σταματίου Καμπάση σχετικῶς καθαρόν. Παντοπωλεῖον Μιχάλη ἐν γένει καθαρόν. Κουρεῖον Β. Μαρκαλίτσα ἅπαντα σχετικῶς καθαρά. Παντοπωλεῖον Ν. Κουτσίκου σχετικῶς καθαρόν. Μαγειρεῖον Δ. Σαντορίνη καθαρόν.	[1342, 1007, 1588, 1081]
article-paragraph: Ὁ κ. Πουλόπουλος ἀπαντᾷ ὅτι ἐπεθύμει ὅπως εἰς τὸ Κόνιτσα πρόκειται νὰ ἀναλάβῃ.	[555, 354, 807, 378]
serial-column-4	[823, 1722, 1067, 2289]
article-paragraph: Ὁ κ. Λουβρέκης ἐπὶ τοῦ αὐτοῦ ζητήματος ὁμιλῶν λέγει ὅτι ἐκ τῆς οἰκονομικῆς ἀπόψεως τοῦ ζητήματος τῆς οἰκονομίας ἀποδεικνύεται ὅτι οὐδεὶς θὰ ὠφεληθῇ τὸ ζήτημα τῆς καταργήσεως τῶν Πρωτοδικείων.	[10, 165, 286, 215]
article-paragraph: Ὁ κ. Μπουρζίκης παρακαλεῖ τὸν ὑπουργὸν τῶν Ἐσωτερικῶν, ὅπως ἐπὶ τοῦ σιδηροδρομικοῦ σταθμοῦ Βαγίων μέχρι Δομῶν ἡ ἑταιρία τῶν Λαρισαϊκῶν σιδηροδρόμων λαμβάνουσα ὑπ᾽ ὄψει ὅτι πολλάκις καθίστανται ἄχρηστοι.	[555, 248, 807, 310]
article-paragraph: Ὁ κ. Κάρπος συνηγορεῖ ὑπὲρ τῆς αἰτήσεως τοῦ κ. Μπουρζίκου διὰ τὴν σιδηροδρομικὴν γραμμὴν.	[555, 421, 807, 445]
serial-paragraph: — Ἔρχεται νὰ τὴν ζητήσῃ.	[835, 1765, 965, 1777]
serial-paragraph: Ὁ Φορεστιὲ ἀνέμενε τὴν κόρην του εἰς τὴν αἴθουσαν τῆς ὑποδοχῆς. Ἡ Γεωργία εἰσελθοῦσα παρετήρησε τὸν ἄνθρωπον, ὁ ὁποῖος ἐφαίνετο ταραγμένος. Ἐὰν δὲν τὴν ἔβλεπε, ἐσκέπτετο ὅτι εἶνε ὁ ἐπιζήσας θάνατος.	[1342, 1807, 1588, 1868]
serial-paragraph: — Ὁ Φορεστιὲ εἶνε ὁ πατὴρ τῆς Γεωργίας; εἶπεν ἡ Λαϊνή μετὰ τρόμου.	[1083, 1851, 1326, 1876]
article-paragraph: Μαγειρεῖον Παν. Μπαλάτα ἀτημέλητον καλύμματα καθαρά, κατὰ τὰ λοιπὰ καθαρόν.	[1342, 709, 1588, 734]
article-paragraph: Ὁ κ. Γυνακάκτσης παρακαλεῖ τὴν Κυβέρνησιν ἵνα σπεύσῃ νὰ ἀποφανθῇ τὰ διὰ τὴν κατασκευὴν τοῦ Δικαστικοῦ Μεγάρου Λαρίσσης, ἐφ᾽ ὅσον ἀποφανθῇ ὁ πρέπει τὸ ζήτημα τοῦτο.	[302, 517, 539, 578]
serial-paragraph: πατρὸς σας.	[1095, 1722, 1155, 1733]
serial-paragraph: — Α! ἡ ἀπελπισία τῆς Λαϊνῆς εἶνε ἄπειρος. Ἀλλ᾽ αὕτη δὲν ἦτο ἡ μόνη λύπη.	[1083, 1879, 1326, 1903]
serial-paragraph: — Σὺ δὲν ἠθέλησας νὰ ἐνωθῇς τοῦτο, σὺ μὲ ἐβοήθησας νὰ εὗρω τὴν εὐτυχίαν.	[555, 1808, 807, 1832]
article-paragraph: Ἐπειδὴ τὴν Εὐαγγελίαν ὁ ἐραστὴς της Γεώργιος Γρηγοριανόπουλος, ἀπεφάσισε νὰ αὐτοκτονήσῃ, πιοῦσα φάρμακον. Εὐτυχῶς ὅμως ἀντελήφθησαν ἐγκαίρως οἱ οἰκεῖοι της καὶ διεσώθη.	[823, 541, 1067, 603]
article-paragraph: Ἑστιατόριον ἡ «Ἀκρόπολις» Π. Τσουρ. σχετικῶς καθαρόν.	[1342, 820, 1588, 845]
serial-column-6	[1342, 1722, 1588, 2289]
section-heading: ΤΑ ΕΔΗ ΤΗΣ ΓΡΑΜΜΗΣ ΤΟΥ ΛΑΡΙΣΣΑ-Γ-ΚΟΥ	[555, 215, 807, 245]
article-paragraph: Ὁ κ. Λαναρᾶς συνηγορεῖ ὑπὲρ τῶν ἐργολάβων τῶν ἀνεγερθέντων δημοτικῶν σχολείων καὶ ζητεῖ νὰ πληρωθῶσιν.	[555, 541, 807, 578]
serial-paragraph: — Ὄχι, κυρία, ὁ ἰατρός, ὅστις ἐζήτει νὰ τὴν ἴδῃ.	[823, 1808, 1067, 1832]
article-paragraph: Παντοπωλεῖα εὑρέθησαν καθαρὰ τὰ τοῦ κ. Ἀναστασίου καὶ Χρήστου.	[1342, 505, 1588, 529]
article-paragraph: ΛΟΝΔΙΝΟΝ, 9 Μαΐου.—Τὸ «Ἔσδαλο Μέιλ» λαμβάνει ἐκ Χόγκ-Κόγκ τηλεγράφημα καθ᾽ ὃ χθὲς ἠκούσθη κανονιοβολισμὸς μακρὰν 50 μίλια ἀνατολικῶς τοῦ Χόγκ-Κόγκ.	[823, 296, 1067, 345]
section-heading: ΑΙ ΑΝΑΚΡΙΣΕΙΣ	[1083, 270, 1326, 287]
